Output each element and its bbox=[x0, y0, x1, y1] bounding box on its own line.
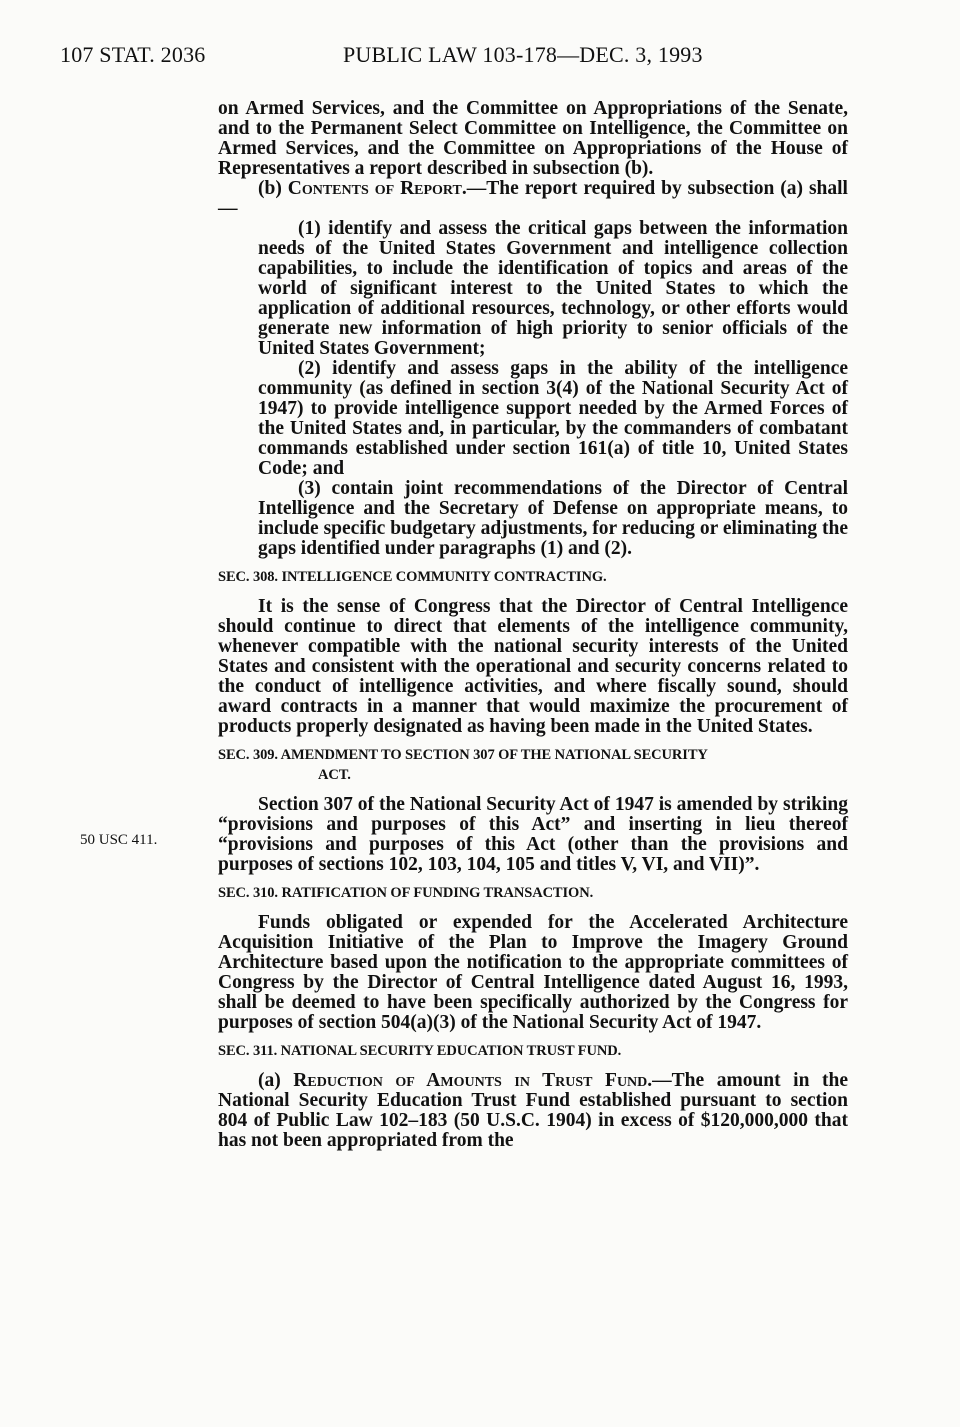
section-309-heading-line2: ACT. bbox=[318, 767, 351, 783]
paragraph-continuation: on Armed Services, and the Committee on Appropriations of the Senate, and to the Permanent Select Committee on Intelligence, the Committee on Armed Services, and the Committee on Appropriations of the House of Representatives a report described in subsection (b). bbox=[218, 98, 848, 179]
stat-citation: 107 STAT. 2036 bbox=[60, 42, 206, 67]
section-309-text: Section 307 of the National Security Act of 1947 is amended by striking “provisions and purposes of this Act” and inserting in lieu thereof “provisions and purposes of this Act (other than the provisions and purposes of sections 102, 103, 104, 105 and titles V, VI, and VII)”. bbox=[218, 794, 848, 875]
subsection-a-text: —The amount in the National Security Education Trust Fund established pursuant to section 804 of Public Law 102–183 (50 U.S.C. 1904) in excess of $120,000,000 that has not been appropriated from the bbox=[218, 1070, 848, 1151]
section-309-heading-line1: SEC. 309. AMENDMENT TO SECTION 307 OF THE NATIONAL SECURITY bbox=[218, 747, 708, 763]
subsection-a-heading: Reduction of Amounts in Trust Fund. bbox=[293, 1070, 653, 1091]
section-310-heading: SEC. 310. RATIFICATION OF FUNDING TRANSACTION. bbox=[218, 885, 594, 901]
section-309-heading bbox=[218, 745, 848, 785]
document-body bbox=[218, 99, 848, 1151]
section-308-text: It is the sense of Congress that the Director of Central Intelligence should continue to direct that elements of the intelligence community, whenever compatible with the national security interests of the United States and consistent with the operational and security concerns related to the conduct of intelligence activities, and where fiscally sound, should award contracts in a manner that would maximize the procurement of products properly designated as having been made in the United States. bbox=[218, 596, 848, 737]
section-311-subsection-a bbox=[218, 1071, 848, 1151]
paragraph-1: (1) identify and assess the critical gaps between the information needs of the United States Government and intelligence collection capabilities, to include the identification of topics and areas of the world of significant interest to the United States to which the application of additional resources, technology, or other efforts would generate new information of high priority to senior officials of the United States Government; bbox=[258, 218, 848, 359]
public-law-title: PUBLIC LAW 103-178—DEC. 3, 1993 bbox=[343, 42, 703, 67]
section-311-heading: SEC. 311. NATIONAL SECURITY EDUCATION TRUST FUND. bbox=[218, 1043, 622, 1059]
subsection-b bbox=[218, 179, 848, 219]
section-308-heading: SEC. 308. INTELLIGENCE COMMUNITY CONTRACTING. bbox=[218, 569, 607, 585]
subsection-b-label: (b) bbox=[258, 178, 288, 199]
subsection-a-label: (a) bbox=[258, 1070, 294, 1091]
section-310-text: Funds obligated or expended for the Accelerated Architecture Acquisition Initiative of the Plan to Improve the Imagery Ground Architecture based upon the notification to the appropriate committees of Congress by the Director of Central Intelligence dated August 16, 1993, shall be deemed to have been specifically authorized by the Congress for purposes of section 504(a)(3) of the National Security Act of 1947. bbox=[218, 912, 848, 1033]
subsection-b-heading: Contents of Report. bbox=[287, 178, 467, 199]
subsection-b-text: —The report required by subsection (a) shall— bbox=[218, 178, 848, 219]
paragraph-2: (2) identify and assess gaps in the ability of the intelligence community (as defined in section 3(4) of the National Security Act of 1947) to provide intelligence support needed by the Armed Forces of the United States and, in particular, by the commanders of combatant commands established under section 161(a) of title 10, United States Code; and bbox=[258, 358, 848, 479]
paragraph-3: (3) contain joint recommendations of the Director of Central Intelligence and the Secretary of Defense on appropriate means, to include specific budgetary adjustments, for reducing or eliminating the gaps identified under paragraphs (1) and (2). bbox=[258, 478, 848, 559]
margin-note-usc: 50 USC 411. bbox=[80, 832, 158, 848]
